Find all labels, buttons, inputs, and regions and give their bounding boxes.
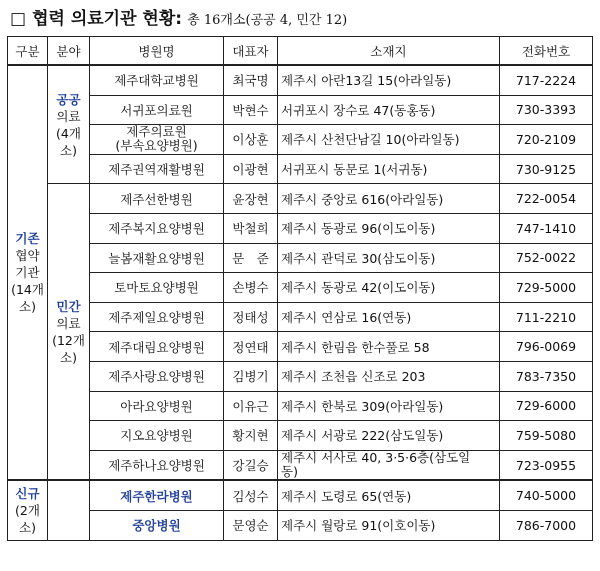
representative: 박현수 [224,95,278,125]
title-main: 협력 의료기관 현황: [32,9,183,29]
hospital-name: 제주제일요양병원 [90,302,224,332]
phone: 730-3393 [500,95,593,125]
representative: 최국명 [224,65,278,95]
field-public: 공공 의료 (4개 소) [48,65,90,184]
representative: 손병수 [224,273,278,303]
header-representative: 대표자 [224,37,278,66]
phone: 783-7350 [500,361,593,391]
hospital-name: 토마토요양병원 [90,273,224,303]
page-title [10,6,347,32]
category-new: 신규 (2개 소) [8,480,48,540]
phone: 729-5000 [500,273,593,303]
representative: 윤장현 [224,184,278,214]
phone: 752-0022 [500,243,593,273]
phone: 720-2109 [500,125,593,155]
table-row [8,213,593,243]
address: 제주시 중앙로 616(아라일동) [278,184,500,214]
table-row [8,361,593,391]
address: 제주시 관덕로 30(삼도이동) [278,243,500,273]
phone: 747-1410 [500,213,593,243]
phone: 723-0955 [500,450,593,480]
table-row [8,65,593,95]
hospital-name: 제주사랑요양병원 [90,361,224,391]
hospital-name: 제주대림요양병원 [90,332,224,362]
header-category: 구분 [8,37,48,66]
phone: 729-6000 [500,391,593,421]
table-row [8,391,593,421]
address: 제주시 동광로 96(이도이동) [278,213,500,243]
title-summary: 총 16개소(공공 4, 민간 12) [187,13,348,28]
hospital-name: 아라요양병원 [90,391,224,421]
representative: 이상훈 [224,125,278,155]
representative: 문 준 [224,243,278,273]
table-row [8,480,593,510]
hospital-name: 제주권역재활병원 [90,154,224,184]
address: 제주시 월랑로 91(이호이동) [278,510,500,540]
representative: 정연태 [224,332,278,362]
hospital-table [7,36,593,541]
representative: 김병기 [224,361,278,391]
address: 제주시 동광로 42(이도이동) [278,273,500,303]
representative: 이광현 [224,154,278,184]
address: 제주시 한림읍 한수풀로 58 [278,332,500,362]
table-row [8,95,593,125]
representative: 문영순 [224,510,278,540]
address: 서귀포시 동문로 1(서귀동) [278,154,500,184]
phone: 722-0054 [500,184,593,214]
phone: 711-2210 [500,302,593,332]
field-private: 민간 의료 (12개 소) [48,184,90,480]
header-hospital: 병원명 [90,37,224,66]
checkbox-bullet-icon: □ [10,9,27,29]
address: 제주시 한북로 309(아라일동) [278,391,500,421]
header-phone: 전화번호 [500,37,593,66]
table-row [8,273,593,303]
hospital-name: 서귀포의료원 [90,95,224,125]
hospital-name: 제주복지요양병원 [90,213,224,243]
table-row [8,332,593,362]
hospital-name: 제주선한병원 [90,184,224,214]
address: 제주시 산천단남길 10(아라일동) [278,125,500,155]
table-row [8,510,593,540]
table-row [8,302,593,332]
address: 제주시 연삼로 16(연동) [278,302,500,332]
representative: 박철희 [224,213,278,243]
header-address: 소재지 [278,37,500,66]
address: 제주시 조천읍 신조로 203 [278,361,500,391]
field-new-empty [48,480,90,540]
hospital-name: 제주하나요양병원 [90,450,224,480]
representative: 김성수 [224,480,278,510]
phone: 740-5000 [500,480,593,510]
phone: 786-7000 [500,510,593,540]
address: 제주시 도령로 65(연동) [278,480,500,510]
phone: 759-5080 [500,421,593,451]
hospital-name: 제주대학교병원 [90,65,224,95]
hospital-name: 제주의료원 (부속요양병원) [90,125,224,155]
hospital-name: 지오요양병원 [90,421,224,451]
address: 서귀포시 장수로 47(동홍동) [278,95,500,125]
address: 제주시 서광로 222(삼도일동) [278,421,500,451]
table-row [8,154,593,184]
table-row [8,184,593,214]
table-row [8,450,593,480]
address: 제주시 서사로 40, 3·5·6층(삼도일 동) [278,450,500,480]
representative: 강길승 [224,450,278,480]
phone: 730-9125 [500,154,593,184]
hospital-name: 제주한라병원 [90,480,224,510]
header-row [8,37,593,66]
table-row [8,421,593,451]
table-row [8,125,593,155]
header-field: 분야 [48,37,90,66]
table-row [8,243,593,273]
representative: 이유근 [224,391,278,421]
representative: 정태성 [224,302,278,332]
representative: 황지현 [224,421,278,451]
hospital-name: 중앙병원 [90,510,224,540]
phone: 717-2224 [500,65,593,95]
category-existing: 기존 협약 기관 (14개 소) [8,65,48,480]
address: 제주시 아란13길 15(아라일동) [278,65,500,95]
hospital-name: 늘봄재활요양병원 [90,243,224,273]
phone: 796-0069 [500,332,593,362]
